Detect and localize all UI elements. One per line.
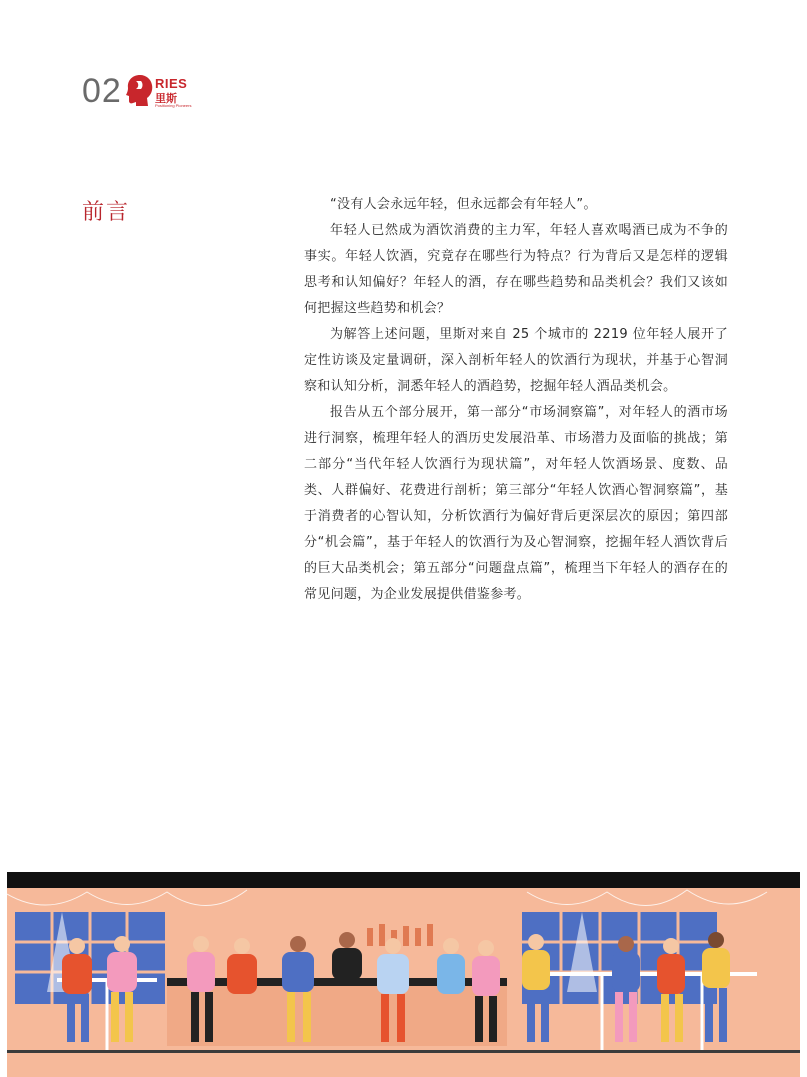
paragraph-quote: “没有人会永远年轻，但永远都会有年轻人”。: [330, 197, 597, 212]
bar-scene-illustration: [7, 872, 800, 1077]
logo-brand-text: RIES: [155, 76, 188, 91]
paragraph-research: 为解答上述问题，里斯对来自 25 个城市的 2219 位年轻人展开了定性访谈及定量调研，深入剖析年轻人的饮酒行为现状，并基于心智洞察和认知分析，洞悉年轻人的酒趋势，挖掘年轻人酒品类机会。: [304, 327, 728, 394]
logo-brand-cn: 里斯: [155, 92, 177, 105]
paragraph-intro: 年轻人已然成为酒饮消费的主力军，年轻人喜欢喝酒已成为不争的事实。年轻人饮酒，究竟存在哪些行为特点？行为背后又是怎样的逻辑思考和认知偏好？年轻人的酒，存在哪些趋势和品类机会？我们又该如何把握这些趋势和机会？: [304, 223, 728, 316]
section-title: 前言: [82, 200, 131, 225]
page-number: 02: [82, 72, 122, 110]
preface-body: [304, 192, 728, 608]
head-logo-icon: [126, 74, 153, 106]
paragraph-structure: 报告从五个部分展开，第一部分“市场洞察篇”，对年轻人的酒市场进行洞察，梳理年轻人的酒历史发展沿革、市场潜力及面临的挑战；第二部分“当代年轻人饮酒行为现状篇”，对年轻人饮酒场景、度数、品类、人群偏好、花费进行剖析；第三部分“年轻人饮酒心智洞察篇”，基于消费者的心智认知，分析饮酒行为偏好背后更深层次的原因；第四部分“机会篇”，基于年轻人的饮酒行为及心智洞察，挖掘年轻人酒饮背后的巨大品类机会；第五部分“问题盘点篇”，梳理当下年轻人的酒存在的常见问题，为企业发展提供借鉴参考。: [304, 405, 728, 602]
logo-tagline: Positioning Pioneers: [155, 103, 192, 108]
ries-logo: [126, 74, 206, 108]
